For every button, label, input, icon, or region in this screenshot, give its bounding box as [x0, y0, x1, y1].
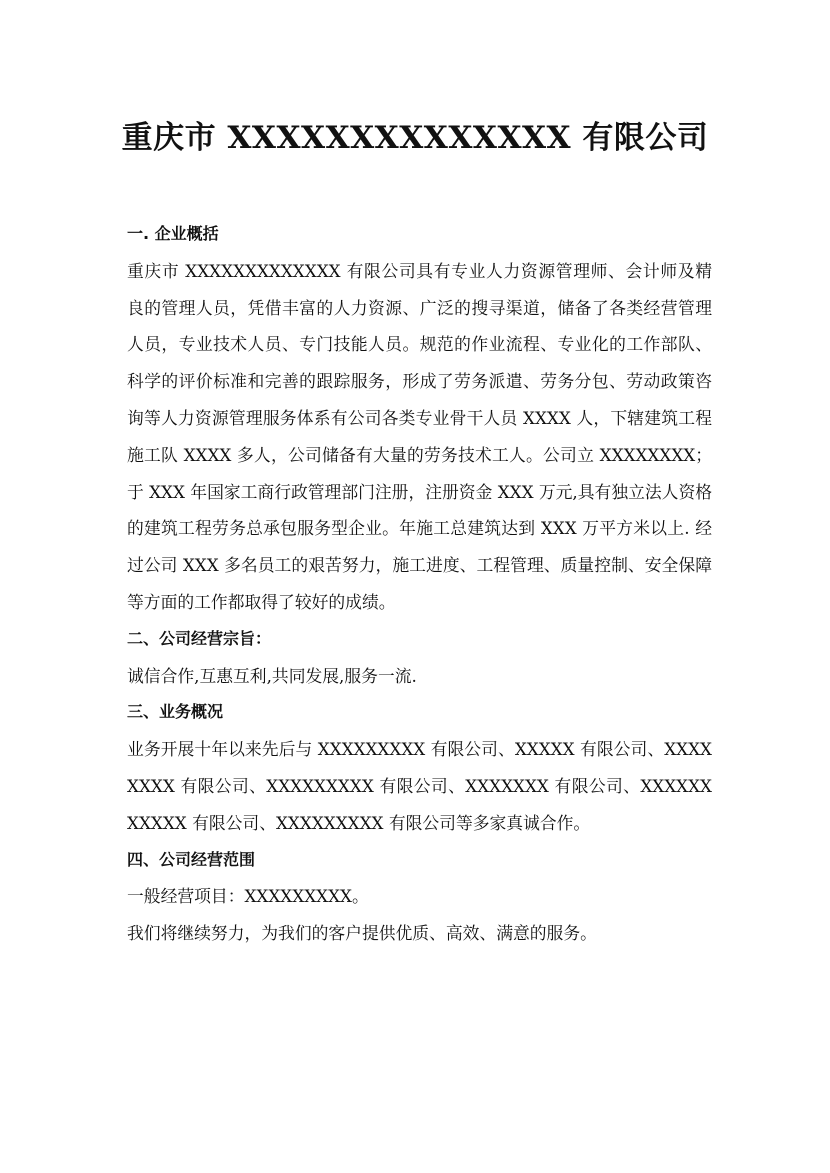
section-paragraph: 一般经营项目：XXXXXXXXX。	[127, 886, 369, 907]
document-title: 重庆市 XXXXXXXXXXXXXX 有限公司	[121, 120, 709, 156]
section-company-overview	[127, 216, 712, 621]
section-paragraph: 我们将继续努力，为我们的客户提供优质、高效、满意的服务。	[127, 923, 597, 944]
section-paragraph: 诚信合作,互惠互利,共同发展,服务一流.	[127, 665, 417, 686]
section-business-overview	[127, 694, 712, 841]
section-paragraph: 业务开展十年以来先后与 XXXXXXXXX 有限公司、XXXXX 有限公司、XXXXXXXX 有限公司、XXXXXXXXX 有限公司、XXXXXXX 有限公司、XXXXXXXXXXX 有限公司、XXXXXXXXX 有限公司等多家真诚合作。	[127, 739, 712, 833]
document-body	[127, 216, 712, 952]
section-heading: 四、公司经营范围	[127, 849, 256, 869]
section-heading: 二、公司经营宗旨：	[127, 628, 272, 648]
section-paragraph: 重庆市 XXXXXXXXXXXXX 有限公司具有专业人力资源管理师、会计师及精良的管理人员，凭借丰富的人力资源、广泛的搜寻渠道，储备了各类经营管理人员，专业技术人员、专门技能人员。规范的作业流程、专业化的工作部队、科学的评价标准和完善的跟踪服务，形成了劳务派遣、劳务分包、劳动政策咨询等人力资源管理服务体系有公司各类专业骨干人员 XXXX 人，下辖建筑工程施工队 XXXX 多人，公司储备有大量的劳务技术工人。公司立 XXXXXXXX；于 XXX 年国家工商行政管理部门注册，注册资金 XXX 万元,具有独立法人资格的建筑工程劳务总承包服务型企业。年施工总建筑达到 XXX 万平方米以上. 经过公司 XXX 多名员工的艰苦努力，施工进度、工程管理、质量控制、安全保障等方面的工作都取得了较好的成绩。	[127, 260, 713, 612]
section-heading: 三、业务概况	[127, 702, 224, 722]
section-heading: 一. 企业概括	[127, 224, 219, 243]
section-business-scope	[127, 842, 712, 952]
section-business-purpose	[127, 621, 712, 695]
